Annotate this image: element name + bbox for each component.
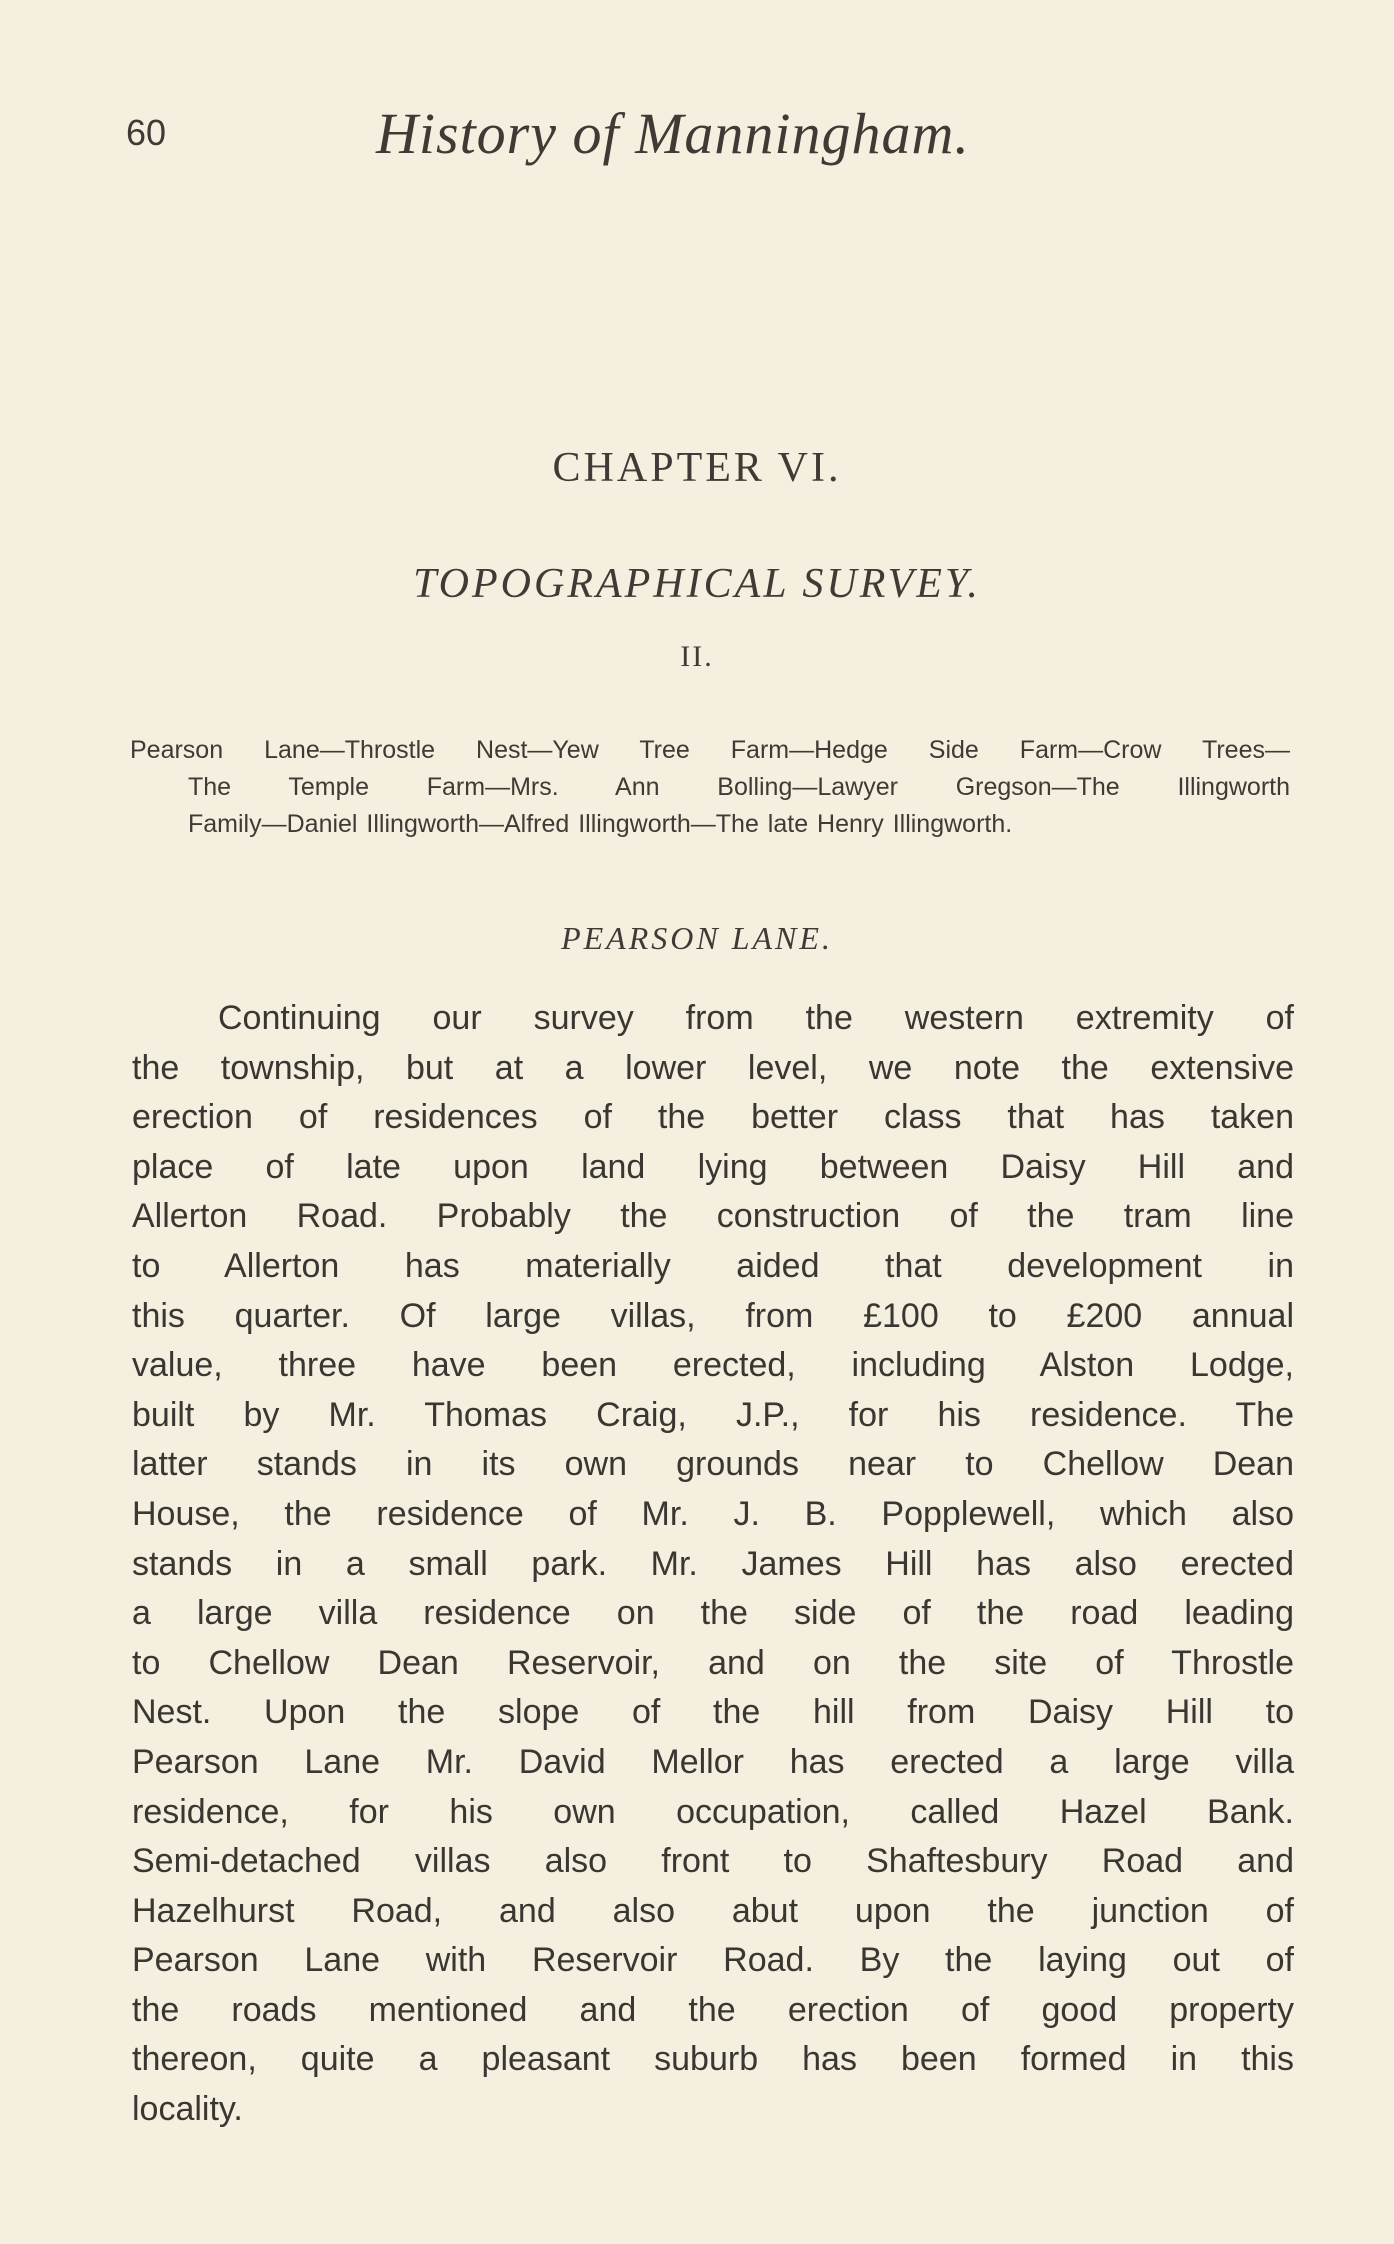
text-line: Nest. Upon the slope of the hill from Daisy Hill to — [132, 1693, 1294, 1732]
text-line: erection of residences of the better class that has taken — [132, 1098, 1294, 1137]
text-line: House, the residence of Mr. J. B. Popplewell, which also — [132, 1494, 1294, 1533]
text-line: value, three have been erected, including Alston Lodge, — [132, 1346, 1294, 1385]
text-line: latter stands in its own grounds near to Chellow Dean — [132, 1445, 1294, 1484]
chapter-title: TOPOGRAPHICAL SURVEY. — [413, 561, 981, 607]
text-line: Semi-detached villas also front to Shaftesbury Road and — [132, 1842, 1294, 1881]
text-line: place of late upon land lying between Daisy Hill and — [132, 1147, 1294, 1186]
text-line: Pearson Lane with Reservoir Road. By the laying out of — [132, 1941, 1294, 1980]
text-line: residence, for his own occupation, called Hazel Bank. — [132, 1792, 1294, 1831]
section-title: PEARSON LANE. — [561, 920, 833, 956]
text-line: to Allerton has materially aided that development in — [132, 1246, 1294, 1285]
chapter-part: II. — [680, 640, 714, 673]
text-line: stands in a small park. Mr. James Hill has also erected — [132, 1544, 1294, 1583]
synopsis-line: The Temple Farm—Mrs. Ann Bolling—Lawyer Gregson—The Illingworth — [188, 773, 1290, 801]
text-line: built by Mr. Thomas Craig, J.P., for his residence. The — [132, 1395, 1294, 1434]
page-header — [126, 100, 1286, 180]
synopsis-line: Pearson Lane—Throstle Nest—Yew Tree Farm—Hedge Side Farm—Crow Trees— — [130, 736, 1290, 764]
text-line: this quarter. Of large villas, from £100 to £200 annual — [132, 1296, 1294, 1335]
text-line: Pearson Lane Mr. David Mellor has erected a large villa — [132, 1742, 1294, 1781]
chapter-heading: CHAPTER VI. — [552, 445, 842, 491]
text-line: to Chellow Dean Reservoir, and on the site of Throstle — [132, 1643, 1294, 1682]
text-line: Continuing our survey from the western extremity of — [218, 999, 1294, 1037]
text-line: the roads mentioned and the erection of good property — [132, 1990, 1294, 2029]
text-line: locality. — [132, 2090, 243, 2129]
page-number: 60 — [126, 112, 167, 153]
text-line: the township, but at a lower level, we note the extensive — [132, 1048, 1294, 1087]
running-title: History of Manningham. — [376, 101, 970, 166]
text-line: Allerton Road. Probably the construction of the tram line — [132, 1197, 1294, 1236]
synopsis-line: Family—Daniel Illingworth—Alfred Illingworth—The late Henry Illingworth. — [188, 810, 1013, 838]
text-line: a large villa residence on the side of the road leading — [132, 1594, 1294, 1633]
chapter-synopsis — [130, 732, 1290, 843]
text-line: thereon, quite a pleasant suburb has been formed in this — [132, 2040, 1294, 2079]
body-paragraph — [132, 994, 1294, 2135]
text-line: Hazelhurst Road, and also abut upon the junction of — [132, 1891, 1294, 1930]
